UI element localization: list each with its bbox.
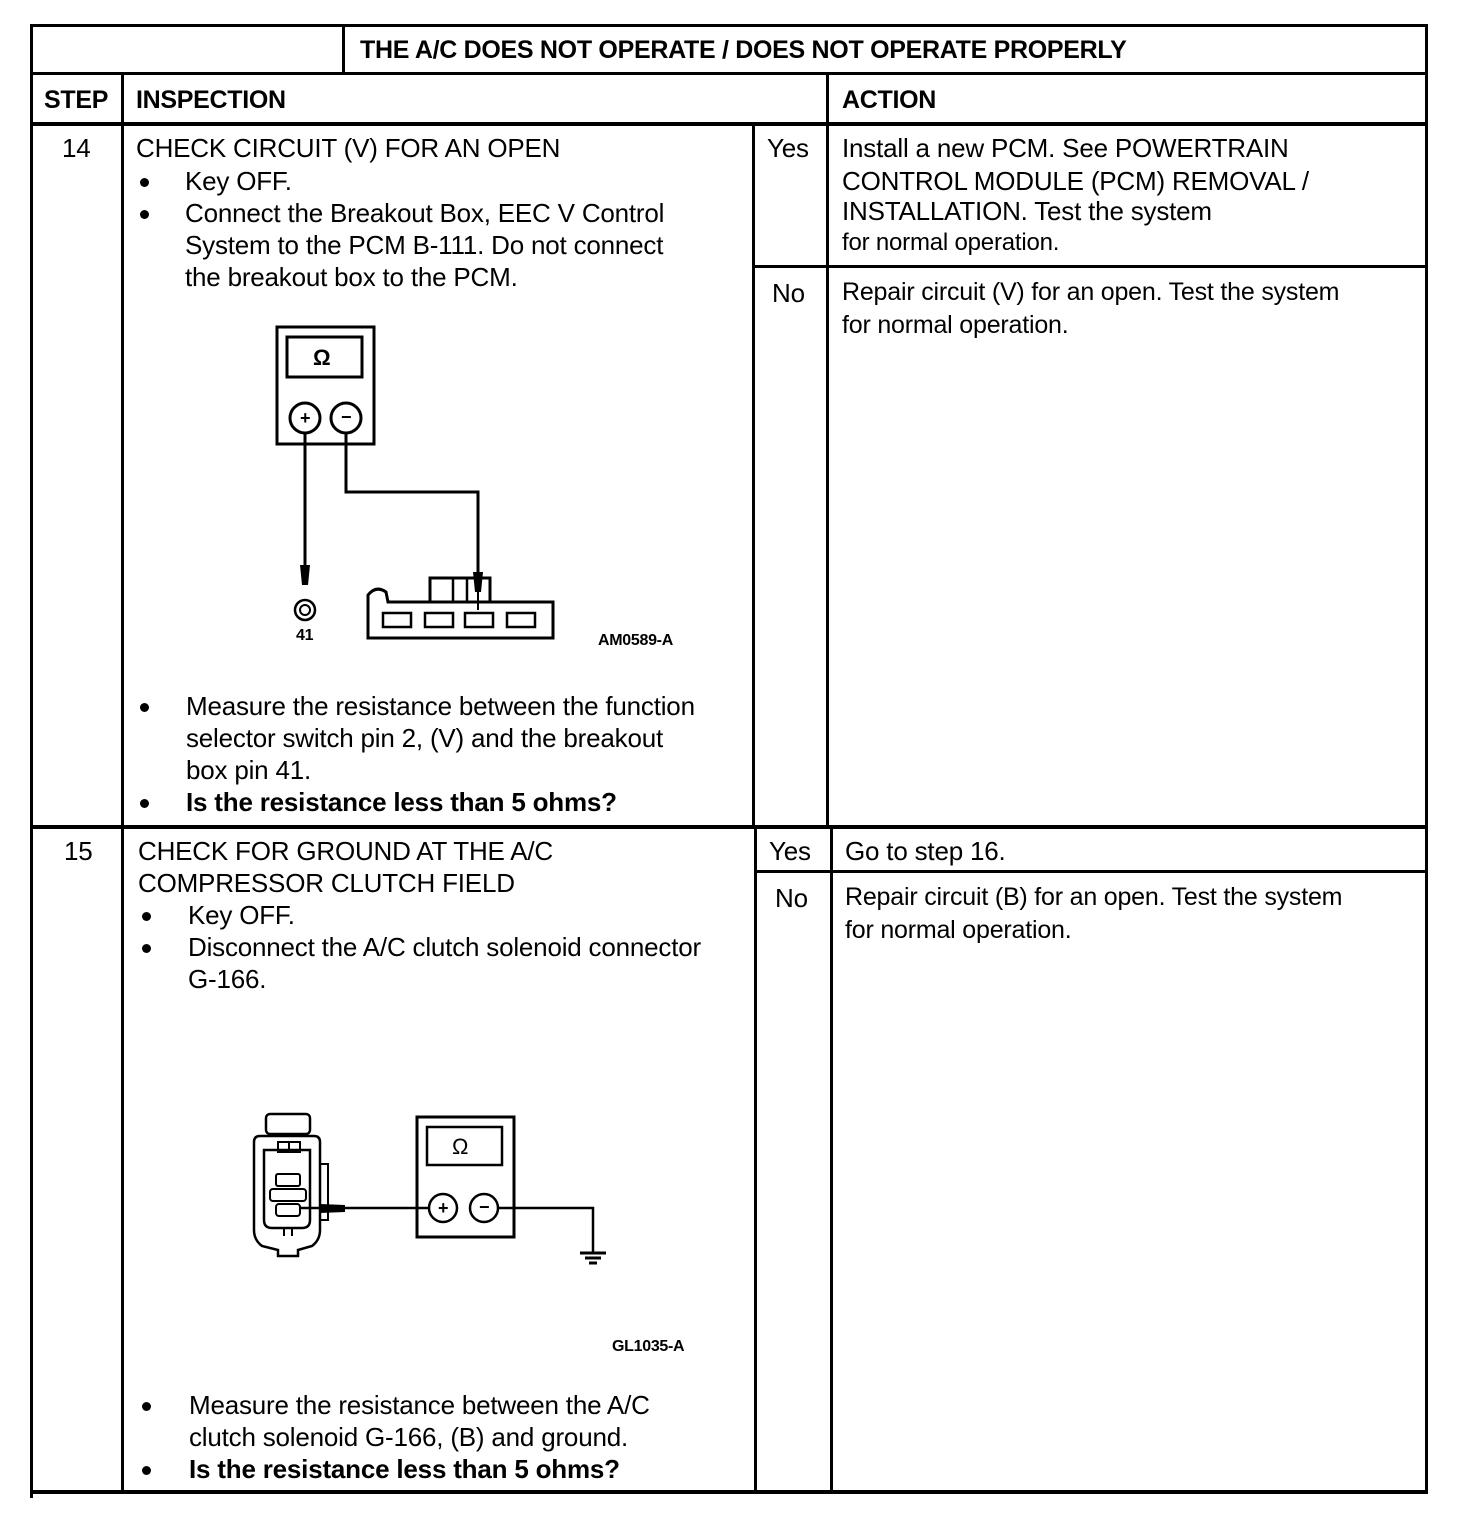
inspection-question: Is the resistance less than 5 ohms? [186, 787, 617, 817]
yesno-right-divider-15 [830, 825, 833, 1493]
instruction-text: System to the PCM B-111. Do not connect [185, 230, 664, 260]
instruction-text: the breakout box to the PCM. [185, 262, 518, 292]
no-action-text: Repair circuit (B) for an open. Test the system [845, 883, 1343, 911]
no-action-text: for normal operation. [845, 916, 1072, 944]
step-title: CHECK CIRCUIT (V) FOR AN OPEN [136, 133, 561, 163]
figure-id-label: AM0589-A [598, 632, 673, 649]
ohmmeter-solenoid-ground-diagram [240, 1100, 720, 1370]
bullet-icon [142, 1402, 151, 1411]
step-number: 14 [62, 133, 91, 163]
instruction-text: Disconnect the A/C clutch solenoid connector [188, 932, 701, 962]
yes-action-text: for normal operation. [842, 229, 1060, 256]
step-separator [30, 825, 1428, 829]
yes-action-text: Install a new PCM. See POWERTRAIN [842, 133, 1289, 163]
figure-id-label: GL1035-A [612, 1338, 685, 1355]
bullet-icon [140, 178, 149, 187]
action-column-divider-header [826, 72, 829, 126]
instruction-text: selector switch pin 2, (V) and the breakout [186, 723, 663, 753]
table-border-bottom [33, 1490, 1428, 1494]
yes-action-text: Go to step 16. [845, 836, 1006, 866]
instruction-text: Key OFF. [185, 166, 292, 196]
step-number: 15 [64, 836, 93, 866]
yes-action-text: CONTROL MODULE (PCM) REMOVAL / [842, 166, 1309, 196]
yesno-left-divider-15 [754, 825, 757, 1493]
instruction-text: Connect the Breakout Box, EEC V Control [185, 198, 665, 228]
plus-terminal-icon: + [438, 1198, 449, 1218]
pin-41-label: 41 [296, 627, 314, 644]
no-label: No [775, 883, 808, 913]
column-header-inspection: INSPECTION [136, 86, 286, 114]
instruction-text: Measure the resistance between the A/C [189, 1390, 650, 1420]
ohm-symbol: Ω [313, 345, 331, 370]
header-bottom-rule [30, 122, 1428, 126]
column-header-action: ACTION [842, 86, 937, 114]
title-divider [342, 24, 345, 74]
no-label: No [772, 278, 805, 308]
yesno-right-divider-14 [826, 122, 829, 828]
no-action-text: Repair circuit (V) for an open. Test the system [842, 278, 1340, 306]
bullet-icon [142, 912, 151, 921]
table-title: THE A/C DOES NOT OPERATE / DOES NOT OPERATE PROPERLY [360, 36, 1127, 64]
instruction-text: box pin 41. [186, 755, 312, 785]
table-border-right [1425, 24, 1428, 1490]
yes-no-separator-14 [752, 265, 1428, 268]
step-title: COMPRESSOR CLUTCH FIELD [138, 868, 515, 898]
column-header-step: STEP [44, 86, 109, 114]
step-column-divider [121, 72, 124, 1494]
bullet-icon [140, 210, 149, 219]
instruction-text: G-166. [188, 964, 267, 994]
bullet-icon [140, 799, 149, 808]
minus-terminal-icon: − [341, 407, 352, 427]
title-bottom-rule [30, 72, 1428, 75]
bullet-icon [142, 944, 151, 953]
minus-terminal-icon: − [479, 1197, 490, 1217]
yes-action-text: INSTALLATION. Test the system [842, 196, 1212, 226]
table-border-left [30, 24, 33, 1498]
no-action-text: for normal operation. [842, 311, 1069, 339]
ohm-symbol: Ω [452, 1134, 469, 1159]
yes-label: Yes [769, 836, 811, 866]
table-border-top [30, 24, 1428, 27]
instruction-text: Key OFF. [188, 900, 295, 930]
instruction-text: Measure the resistance between the function [186, 691, 695, 721]
plus-terminal-icon: + [300, 408, 311, 428]
instruction-text: clutch solenoid G-166, (B) and ground. [189, 1422, 628, 1452]
yes-no-separator-15 [754, 870, 1428, 873]
yesno-left-divider-14 [752, 122, 755, 828]
step-title: CHECK FOR GROUND AT THE A/C [138, 836, 553, 866]
yes-label: Yes [767, 133, 809, 163]
bullet-icon [140, 703, 149, 712]
inspection-question: Is the resistance less than 5 ohms? [189, 1454, 620, 1484]
bullet-icon [142, 1466, 151, 1475]
